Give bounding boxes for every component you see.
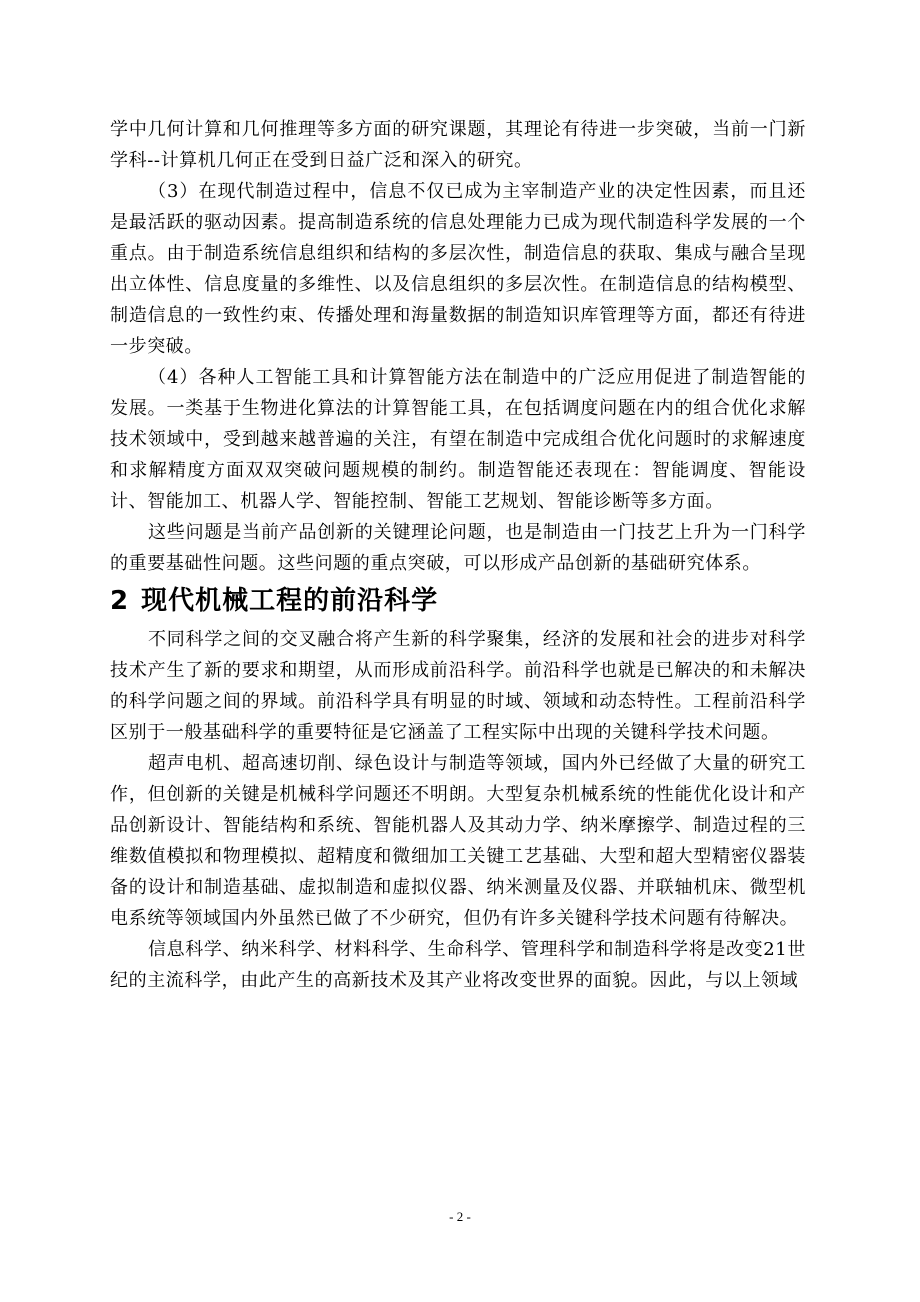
paragraph-summary: 这些问题是当前产品创新的关键理论问题，也是制造由一门技艺上升为一门科学的重要基础性问题。这些问题的重点突破，可以形成产品创新的基础研究体系。 — [110, 522, 806, 574]
paragraph-continuation: 学中几何计算和几何推理等多方面的研究课题，其理论有待进一步突破，当前一门新学科--计算机几何正在受到日益广泛和深入的研究。 — [110, 119, 806, 171]
page-number: - 2 - — [449, 1209, 471, 1224]
paragraph-item-3: （3）在现代制造过程中，信息不仅已成为主宰制造产业的决定性因素，而且还是最活跃的驱动因素。提高制造系统的信息处理能力已成为现代制造科学发展的一个重点。由于制造系统信息组织和结构的多层次性，制造信息的获取、集成与融合呈现出立体性、信息度量的多维性、以及信息组织的多层次性。在制造信息的结构模型、制造信息的一致性约束、传播处理和海量数据的制造知识库管理等方面，都还有待进一步突破。 — [110, 181, 806, 357]
page-body — [110, 114, 806, 996]
paragraph-research-areas: 超声电机、超高速切削、绿色设计与制造等领域，国内外已经做了大量的研究工作，但创新的关键是机械科学问题还不明朗。大型复杂机械系统的性能优化设计和产品创新设计、智能结构和系统、智能机器人及其动力学、纳米摩擦学、制造过程的三维数值模拟和物理模拟、超精度和微细加工关键工艺基础、大型和超大型精密仪器装备的设计和制造基础、虚拟制造和虚拟仪器、纳米测量及仪器、并联轴机床、微型机电系统等领域国内外虽然已做了不少研究，但仍有许多关键科学技术问题有待解决。 — [110, 753, 806, 929]
section-title: 现代机械工程的前沿科学 — [141, 586, 439, 616]
section-number: 2 — [110, 586, 130, 616]
paragraph-frontier-science: 不同科学之间的交叉融合将产生新的科学聚集，经济的发展和社会的进步对科学技术产生了新的要求和期望，从而形成前沿科学。前沿科学也就是已解决的和未解决的科学问题之间的界域。前沿科学具有明显的时域、领域和动态特性。工程前沿科学区别于一般基础科学的重要特征是它涵盖了工程实际中出现的关键科学技术问题。 — [110, 629, 806, 743]
paragraph-item-4: （4）各种人工智能工具和计算智能方法在制造中的广泛应用促进了制造智能的发展。一类基于生物进化算法的计算智能工具，在包括调度问题在内的组合优化求解技术领域中，受到越来越普遍的关注，有望在制造中完成组合优化问题时的求解速度和求解精度方面双双突破问题规模的制约。制造智能还表现在：智能调度、智能设计、智能加工、机器人学、智能控制、智能工艺规划、智能诊断等多方面。 — [110, 367, 806, 512]
paragraph-mainstream-sciences: 信息科学、纳米科学、材料科学、生命科学、管理科学和制造科学将是改变21世纪的主流科学，由此产生的高新技术及其产业将改变世界的面貌。因此，与以上领域 — [110, 939, 806, 991]
section-heading — [110, 579, 806, 624]
